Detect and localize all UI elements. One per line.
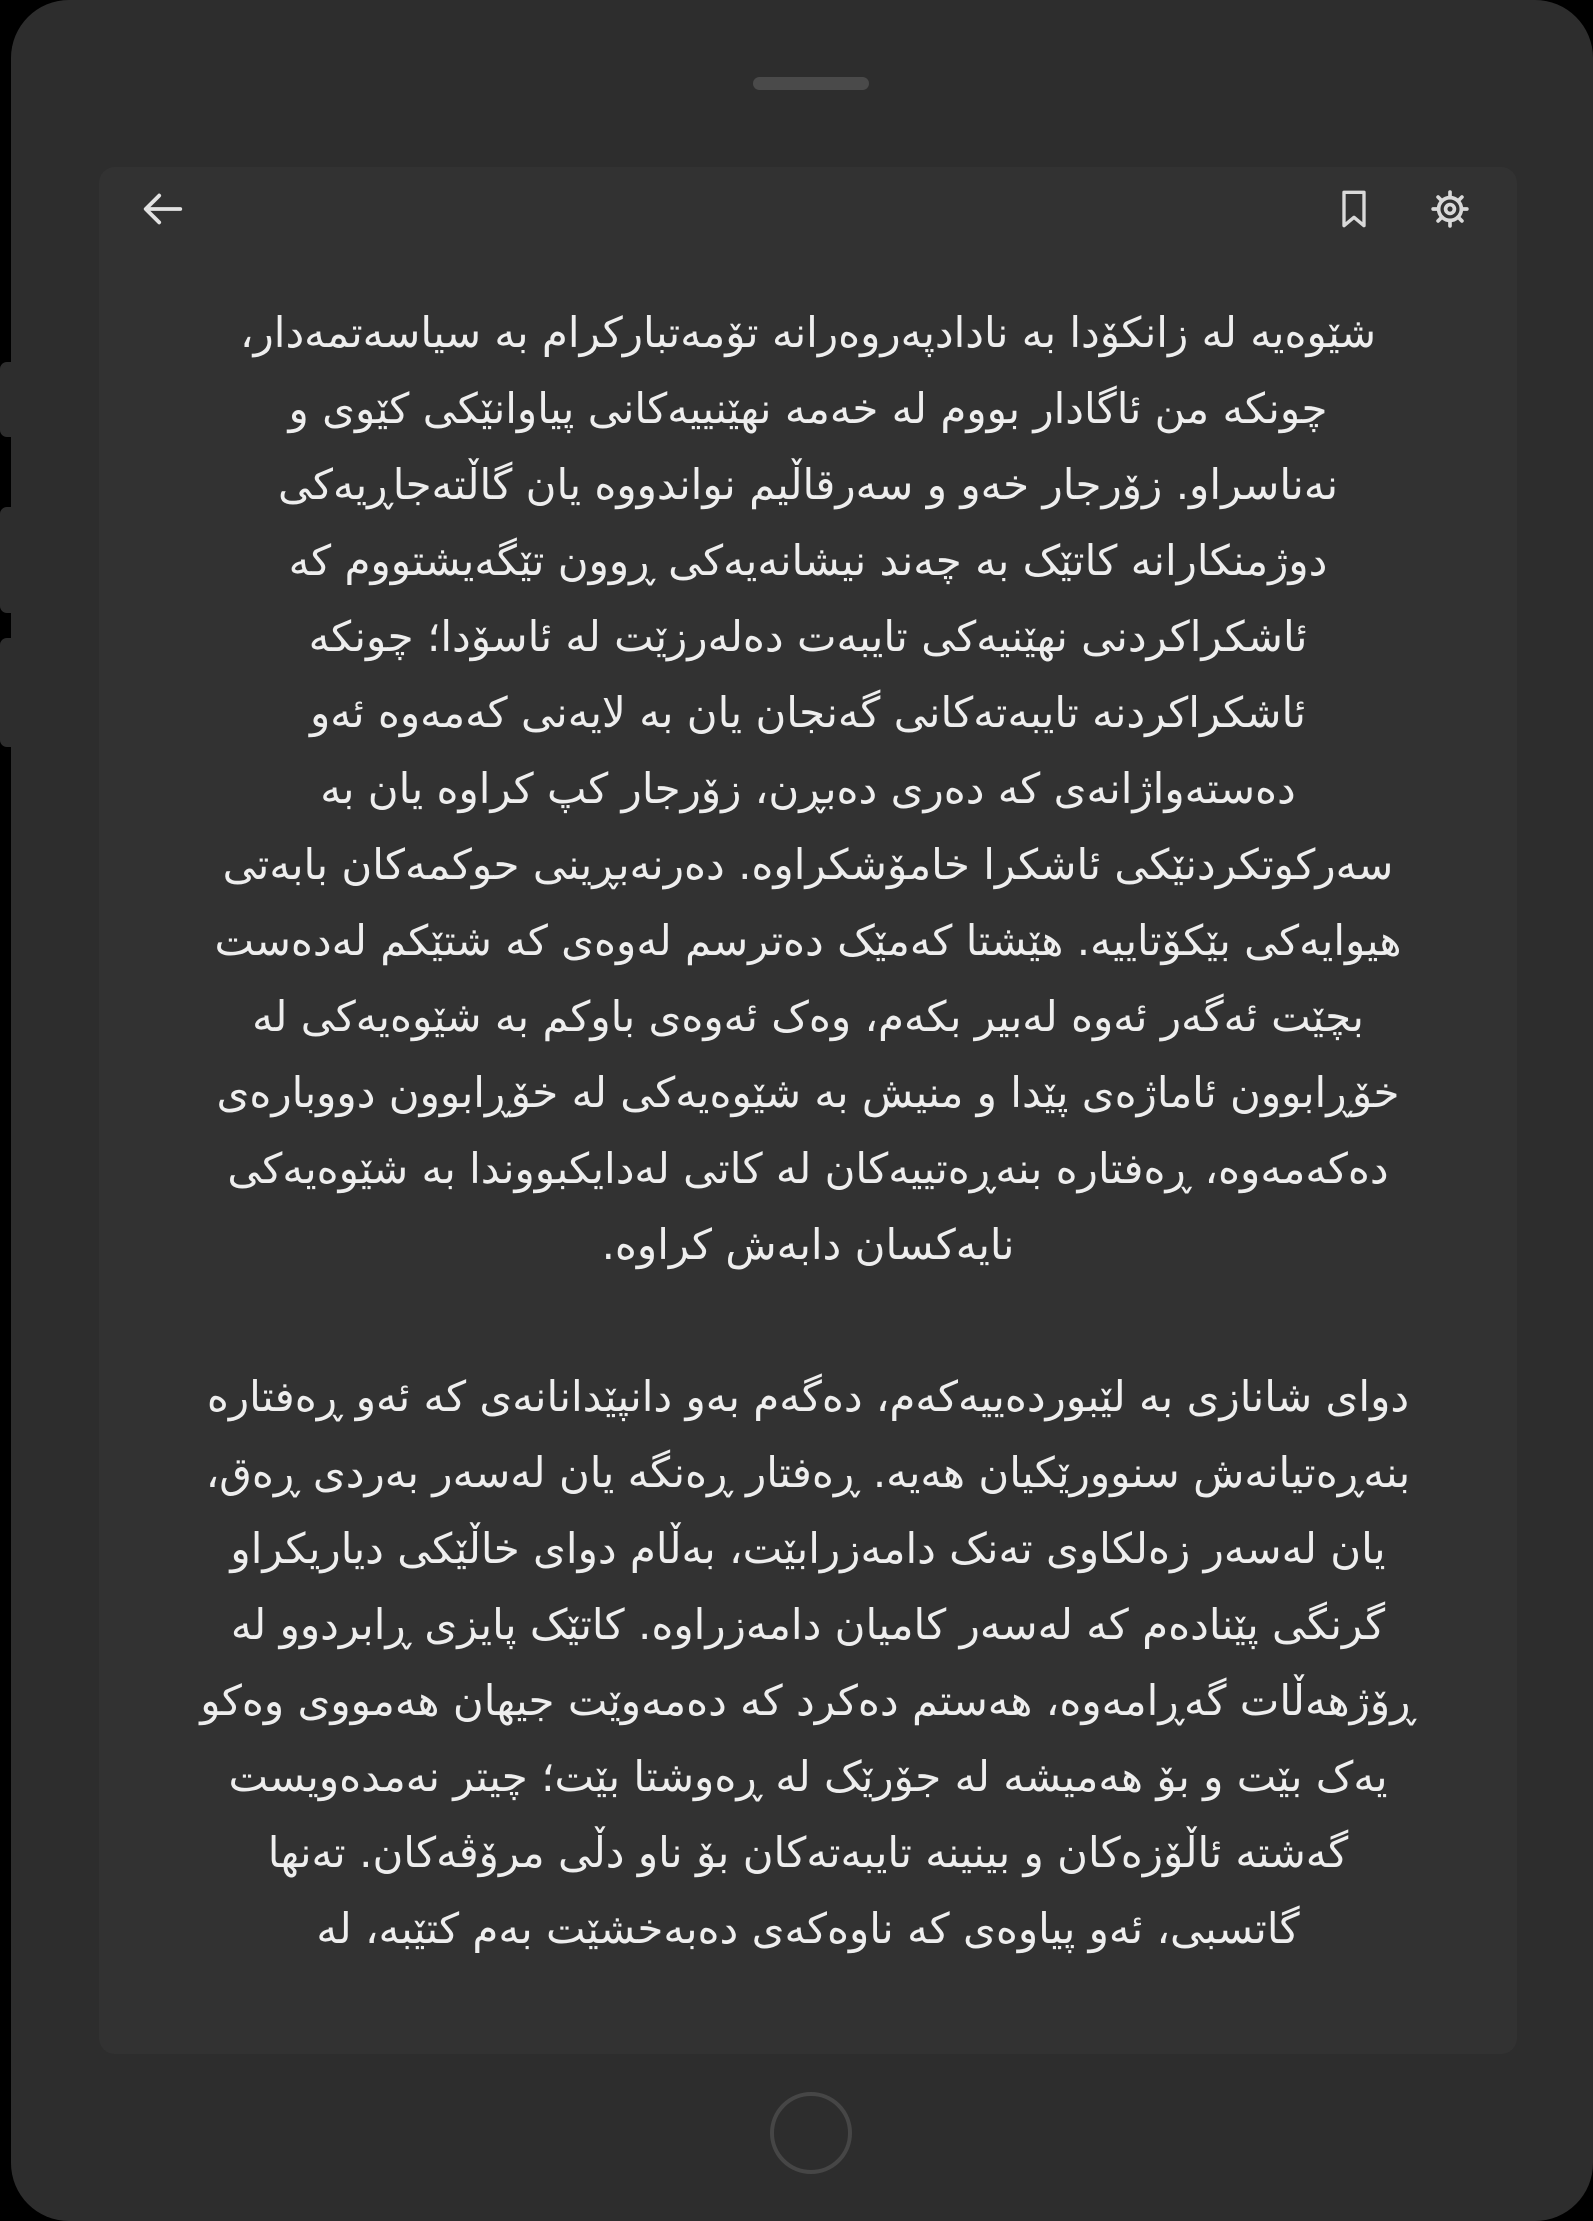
speaker-handle-bar: [753, 77, 869, 90]
text-line: دوای شانازی بە لێبوردەییەکەم، دەگەم بەو دانپێدانانەی کە ئەو ڕەفتارە: [206, 1372, 1410, 1421]
power-button[interactable]: [0, 362, 13, 437]
text-line: هیوایەکی بێکۆتاییە. هێشتا کەمێک دەترسم لەوەی کە شتێکم لەدەست: [214, 916, 1402, 965]
text-line: شێوەیە لە زانکۆدا بە نادادپەروەرانە تۆمەتبارکرام بە سیاسەتمەدار،: [239, 308, 1377, 357]
gear-icon: [1428, 187, 1472, 231]
book-text: [159, 295, 1457, 2043]
bookmark-button[interactable]: [1330, 185, 1378, 233]
text-line: چونکە من ئاگادار بووم لە خەمە نهێنییەکانی پیاوانێکی کێوی و: [288, 384, 1328, 433]
volume-down-button[interactable]: [0, 638, 13, 747]
reader-toolbar: [99, 167, 1517, 277]
text-line: ئاشکراکردنی نهێنیەکی تایبەت دەلەرزێت لە ئاسۆدا؛ چونکە: [308, 612, 1308, 661]
text-line: بچێت ئەگەر ئەوە لەبیر بکەم، وەک ئەوەی باوکم بە شێوەیەکی لە: [252, 992, 1364, 1041]
settings-button[interactable]: [1426, 185, 1474, 233]
home-button[interactable]: [770, 2092, 852, 2174]
text-line: دەستەواژانەی کە دەری دەبڕن، زۆرجار کپ کراوە یان بە: [320, 764, 1296, 813]
back-button[interactable]: [139, 185, 187, 233]
text-line: یان لەسەر زەلکاوی تەنک دامەزرابێت، بەڵام دوای خاڵێکی دیاریکراو: [230, 1524, 1386, 1573]
text-line: بنەڕەتیانەش سنوورێکیان هەیە. ڕەفتار ڕەنگە یان لەسەر بەردی ڕەق،: [205, 1448, 1411, 1497]
text-line: گاتسبی، ئەو پیاوەی کە ناوەکەی دەبەخشێت بەم کتێبە، لە: [316, 1904, 1300, 1953]
reader-screen: [99, 167, 1517, 2054]
text-line: گرنگی پێنادەم کە لەسەر کامیان دامەزراوە. کاتێک پایزی ڕابردوو لە: [230, 1600, 1386, 1649]
text-line: یەک بێت و بۆ هەمیشە لە جۆرێک لە ڕەوشتا بێت؛ چیتر نەمدەویست: [228, 1752, 1388, 1801]
bookmark-icon: [1334, 187, 1374, 231]
text-line: دوژمنکارانە کاتێک بە چەند نیشانەیەکی ڕوون تێگەیشتووم کە: [288, 536, 1328, 585]
text-line: دەکەمەوە، ڕەفتارە بنەڕەتییەکان لە کاتی لەدایکبووندا بە شێوەیەکی: [227, 1144, 1389, 1193]
text-line: گەشتە ئاڵۆزەکان و بینینە تایبەتەکان بۆ ناو دڵی مرۆڤەکان. تەنها: [267, 1828, 1349, 1877]
paragraph-2: [159, 1359, 1457, 1967]
tablet-frame: [11, 0, 1593, 2221]
volume-up-button[interactable]: [0, 507, 13, 613]
arrow-left-icon: [140, 186, 186, 232]
text-line: سەرکوتکردنێکی ئاشکرا خامۆشکراوە. دەرنەبڕینی حوکمەکان بابەتی: [222, 840, 1394, 889]
text-line: ئاشکراکردنە تایبەتەکانی گەنجان یان بە لایەنی کەمەوە ئەو: [310, 688, 1306, 737]
paragraph-1: [159, 295, 1457, 1283]
text-line: خۆڕابوون ئاماژەی پێدا و منیش بە شێوەیەکی لە خۆڕابوون دووبارەی: [216, 1068, 1400, 1117]
text-line: نەناسراو. زۆرجار خەو و سەرقاڵیم نواندووە یان گاڵتەجاڕیەکی: [277, 460, 1339, 509]
text-line: ڕۆژهەڵات گەڕامەوە، هەستم دەکرد کە دەمەوێت جیهان هەمووی وەکو: [200, 1676, 1416, 1725]
text-line: نایەکسان دابەش کراوە.: [601, 1220, 1015, 1269]
